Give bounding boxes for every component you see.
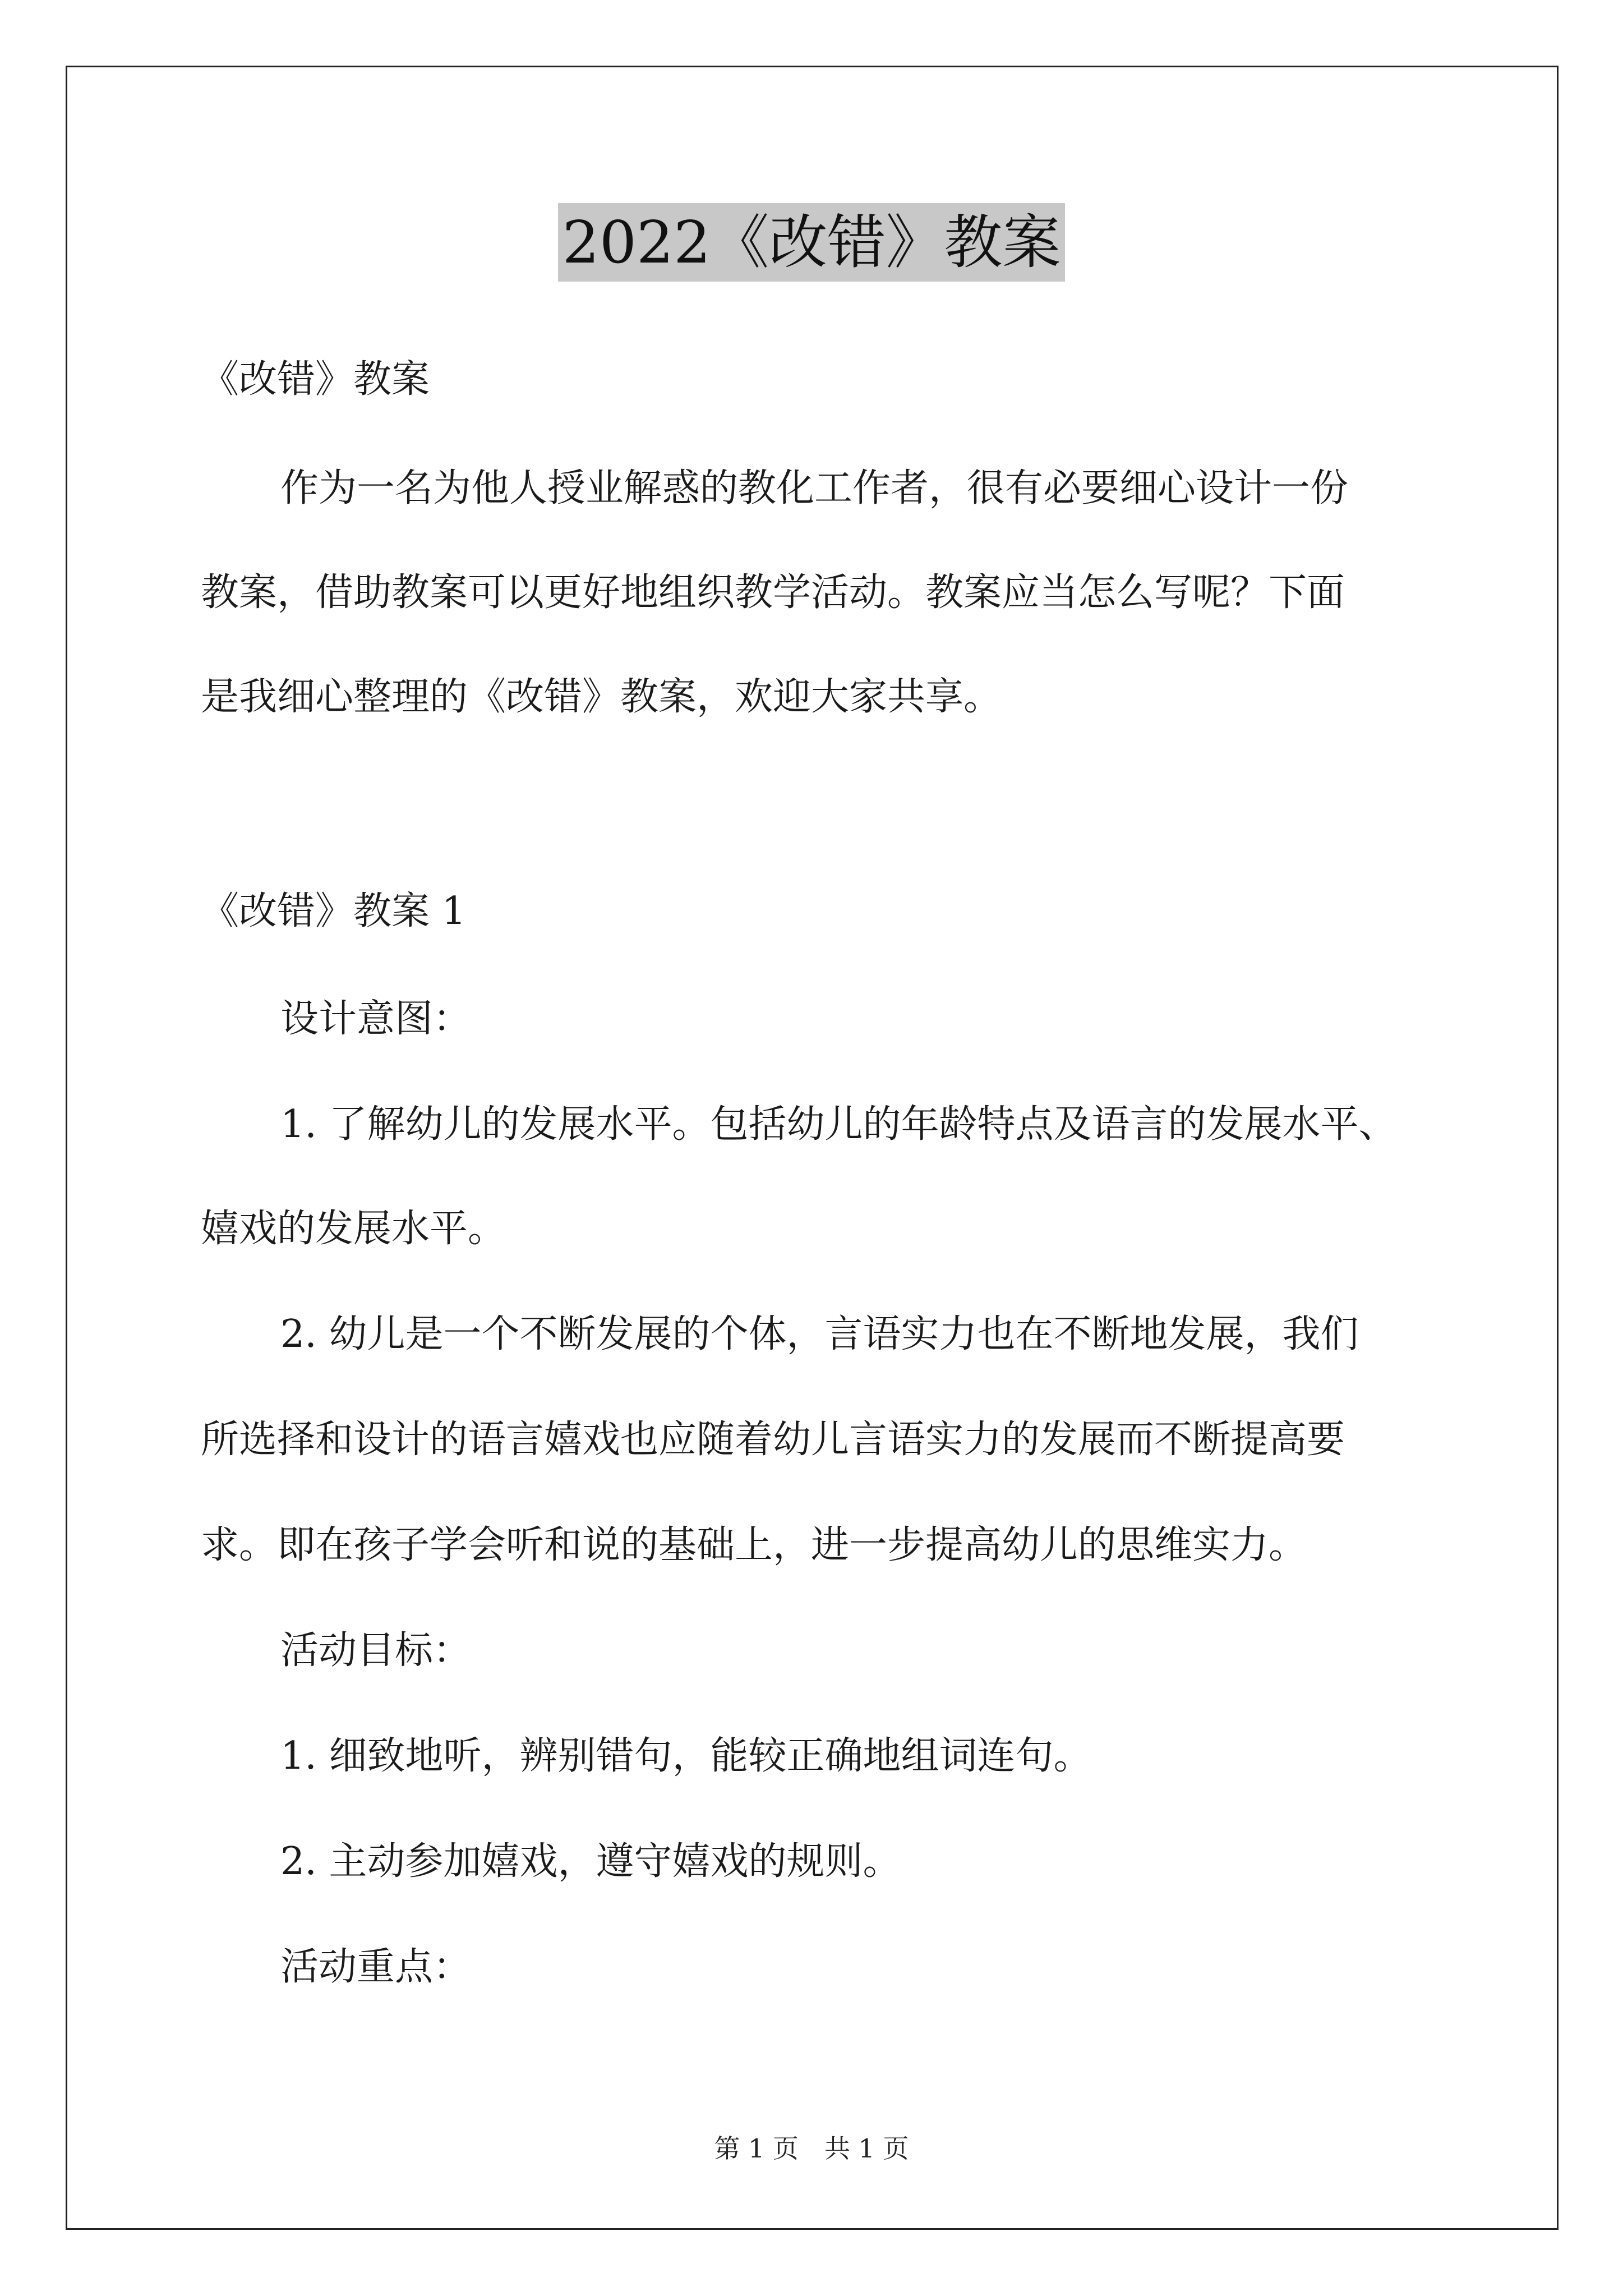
design-point-line-3: 2. 幼儿是一个不断发展的个体，言语实力也在不断地发展，我们 bbox=[280, 1312, 1359, 1356]
document-title: 2022《改错》教案 bbox=[558, 203, 1066, 282]
goals-heading: 活动目标： bbox=[280, 1628, 472, 1673]
goal-line-1: 1. 细致地听，辨别错句，能较正确地组词连句。 bbox=[280, 1734, 1092, 1778]
intro-line-2: 教案，借助教案可以更好地组织教学活动。教案应当怎么写呢？下面 bbox=[201, 570, 1345, 615]
title-container bbox=[0, 203, 1623, 282]
focus-heading: 活动重点： bbox=[280, 1945, 472, 1989]
intro-line-1: 作为一名为他人授业解惑的教化工作者，很有必要细心设计一份 bbox=[280, 466, 1349, 510]
design-point-line-2: 嬉戏的发展水平。 bbox=[201, 1207, 506, 1251]
section-heading: 《改错》教案 1 bbox=[201, 889, 466, 933]
design-point-line-5: 求。即在孩子学会听和说的基础上，进一步提高幼儿的思维实力。 bbox=[201, 1523, 1307, 1567]
intro-line-3: 是我细心整理的《改错》教案，欢迎大家共享。 bbox=[201, 675, 1002, 719]
page-footer: 第 1 页 共 1 页 bbox=[714, 2133, 909, 2164]
design-intent-heading: 设计意图： bbox=[280, 997, 472, 1041]
document-subtitle: 《改错》教案 bbox=[201, 357, 430, 402]
design-point-line-1: 1. 了解幼儿的发展水平。包括幼儿的年龄特点及语言的发展水平、 bbox=[280, 1102, 1397, 1147]
goal-line-2: 2. 主动参加嬉戏，遵守嬉戏的规则。 bbox=[280, 1839, 901, 1884]
design-point-line-4: 所选择和设计的语言嬉戏也应随着幼儿言语实力的发展而不断提高要 bbox=[201, 1418, 1345, 1462]
